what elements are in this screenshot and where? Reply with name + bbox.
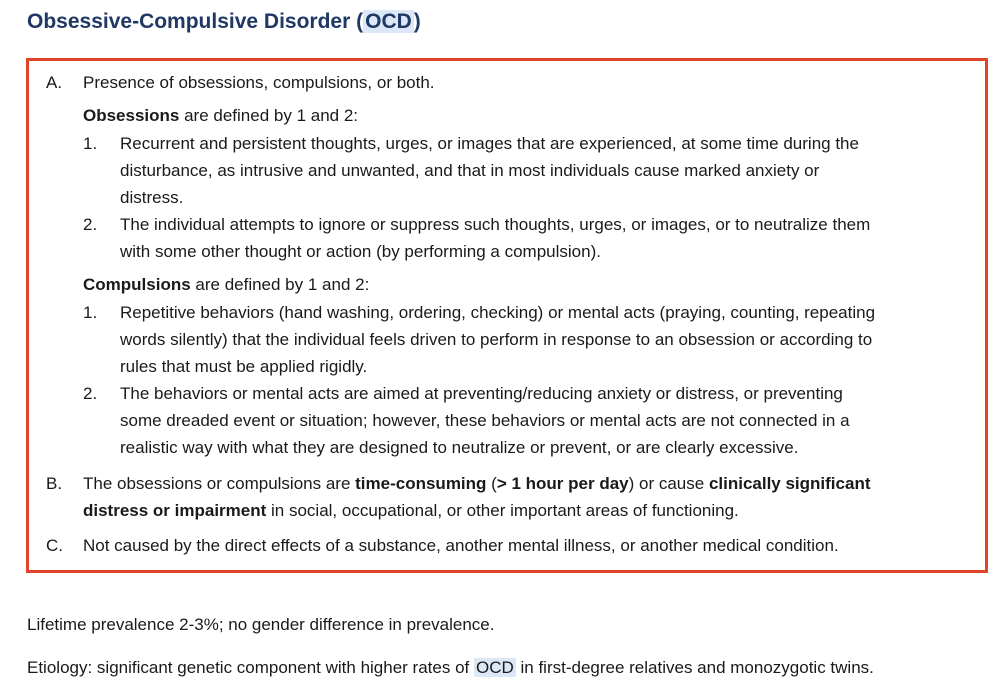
obsession-1-line-2: disturbance, as intrusive and unwanted, and that in most individuals cause marked anxiety or: [120, 161, 820, 180]
compulsion-2-number: 2.: [83, 384, 98, 403]
compulsions-heading: Compulsions are defined by 1 and 2:: [83, 275, 370, 294]
compulsion-1-line-2: words silently) that the individual feels driven to perform in response to an obsession or according to: [120, 330, 873, 349]
criterion-a-letter: A.: [46, 73, 63, 92]
compulsion-2-line-2: some dreaded event or situation; however, these behaviors or mental acts are not connected in a: [120, 411, 850, 430]
criterion-b-letter: B.: [46, 474, 63, 493]
obsession-1-line-3: distress.: [120, 188, 184, 207]
obsession-2-line-1: The individual attempts to ignore or suppress such thoughts, urges, or images, or to neutralize them: [120, 215, 871, 234]
criterion-c-letter: C.: [46, 536, 63, 555]
diagnostic-criteria-box: [26, 58, 988, 573]
compulsion-1-line-3: rules that must be applied rigidly.: [120, 357, 368, 376]
obsessions-heading: Obsessions are defined by 1 and 2:: [83, 106, 359, 125]
criterion-b-line-1: The obsessions or compulsions are time-consuming (> 1 hour per day) or cause clinically significant: [83, 474, 871, 493]
page-title: Obsessive-Compulsive Disorder (OCD): [27, 10, 421, 33]
obsession-1-line-1: Recurrent and persistent thoughts, urges, or images that are experienced, at some time during the: [120, 134, 859, 153]
obsession-1-number: 1.: [83, 134, 98, 153]
compulsion-2-line-1: The behaviors or mental acts are aimed at preventing/reducing anxiety or distress, or preventing: [120, 384, 843, 403]
compulsion-1-number: 1.: [83, 303, 98, 322]
criterion-b-line-2: distress or impairment in social, occupational, or other important areas of functioning.: [83, 501, 739, 520]
criterion-a-text: Presence of obsessions, compulsions, or both.: [83, 73, 435, 92]
compulsion-2-line-3: realistic way with what they are designed to neutralize or prevent, or are clearly excessive.: [120, 438, 799, 457]
obsession-2-line-2: with some other thought or action (by performing a compulsion).: [120, 242, 601, 261]
criterion-c-text: Not caused by the direct effects of a substance, another mental illness, or another medical condition.: [83, 536, 839, 555]
highlighted-abbreviation: OCD: [475, 658, 514, 677]
obsession-2-number: 2.: [83, 215, 98, 234]
compulsion-1-line-1: Repetitive behaviors (hand washing, ordering, checking) or mental acts (praying, counting, repeating: [120, 303, 876, 322]
etiology-note: Etiology: significant genetic component with higher rates of OCD in first-degree relatives and monozygotic twins.: [27, 658, 874, 677]
prevalence-note: Lifetime prevalence 2-3%; no gender difference in prevalence.: [27, 615, 495, 634]
highlighted-abbreviation: OCD: [365, 10, 412, 33]
